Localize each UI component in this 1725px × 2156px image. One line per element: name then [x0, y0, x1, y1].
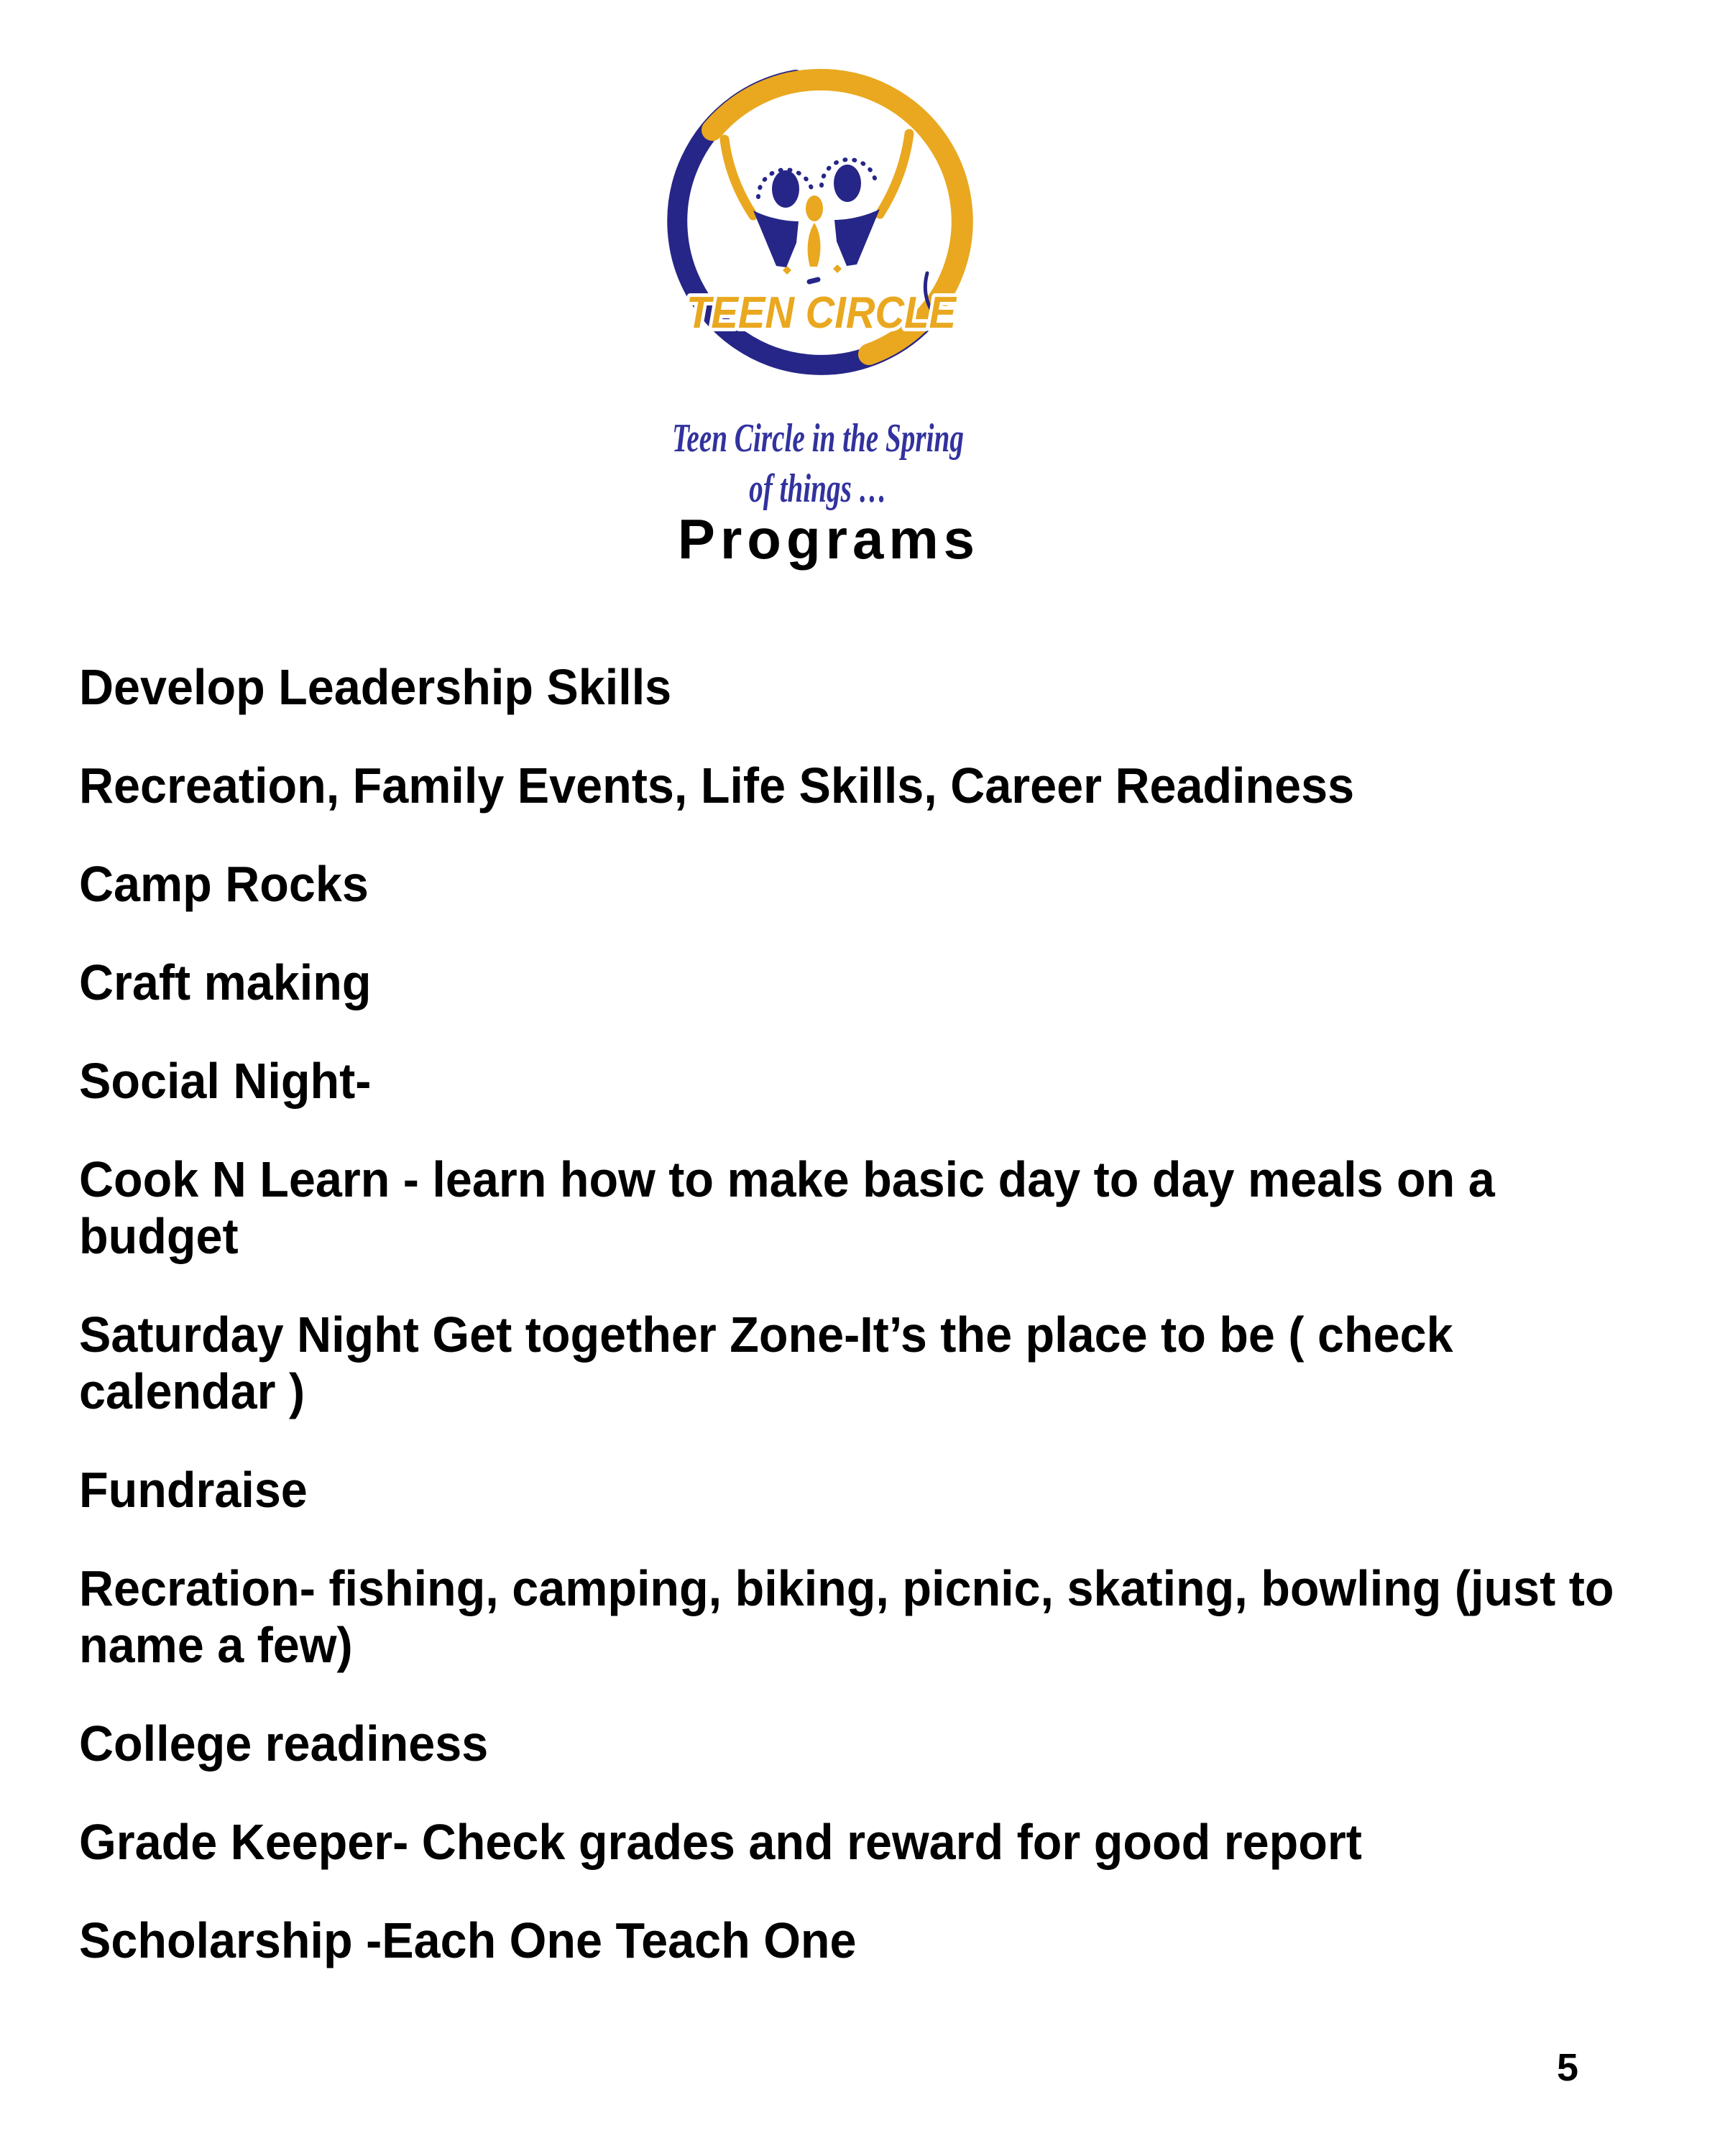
page-title: Programs — [677, 507, 980, 571]
logo-center-body — [808, 223, 821, 267]
logo-center-head — [806, 195, 823, 221]
logo-right-body — [834, 209, 880, 266]
program-item-line: College readiness — [79, 1715, 489, 1772]
program-item — [79, 659, 1650, 716]
program-item-line: Camp Rocks — [79, 856, 369, 912]
program-item — [79, 856, 1650, 913]
program-item — [79, 954, 1650, 1011]
programs-list — [79, 659, 1650, 2011]
logo-center-foot-mark — [809, 280, 818, 282]
logo-tagline-line1: Teen Circle in the Spring — [672, 416, 964, 461]
program-item — [79, 1307, 1650, 1420]
logo-left-body — [753, 211, 799, 267]
page-number: 5 — [1557, 2046, 1579, 2089]
program-item — [79, 1053, 1650, 1110]
program-item-line: Cook N Learn - learn how to make basic day to day meals on a — [79, 1151, 1495, 1207]
logo-figures-icon — [724, 134, 909, 282]
logo-right-arm — [880, 134, 909, 214]
logo-wordmark: TEEN CIRCLE — [686, 288, 957, 338]
logo-tagline — [566, 413, 1070, 514]
program-item — [79, 1912, 1650, 1969]
program-item-line: Fundraise — [79, 1462, 308, 1518]
teen-circle-logo — [658, 57, 995, 417]
program-item-line: Recreation, Family Events, Life Skills, Career Readiness — [79, 757, 1355, 814]
program-item-line: Scholarship -Each One Teach One — [79, 1912, 857, 1968]
program-item-line: Develop Leadership Skills — [79, 659, 672, 715]
logo-left-head — [772, 170, 799, 208]
program-item — [79, 1814, 1650, 1871]
program-item-line: Social Night- — [79, 1053, 372, 1109]
logo-left-arm — [724, 139, 753, 216]
logo-right-foot-mark — [833, 264, 842, 273]
program-item — [79, 1462, 1650, 1519]
program-item-line: Craft making — [79, 954, 372, 1010]
program-item-line: name a few) — [79, 1617, 353, 1673]
program-item-line: Recration- fishing, camping, biking, picnic, skating, bowling (just to — [79, 1560, 1614, 1616]
program-item-line: Grade Keeper- Check grades and reward for good report — [79, 1814, 1362, 1870]
program-item — [79, 1151, 1650, 1265]
program-item-line: budget — [79, 1208, 239, 1264]
program-item — [79, 1560, 1650, 1674]
logo-left-foot-mark — [783, 266, 791, 275]
program-item-line: calendar ) — [79, 1363, 305, 1419]
program-item-line: Saturday Night Get together Zone-It’s the place to be ( check — [79, 1307, 1453, 1363]
logo-right-head — [834, 165, 861, 202]
program-item — [79, 757, 1650, 814]
logo-tagline-line2: of things … — [749, 466, 887, 511]
program-item — [79, 1715, 1650, 1772]
